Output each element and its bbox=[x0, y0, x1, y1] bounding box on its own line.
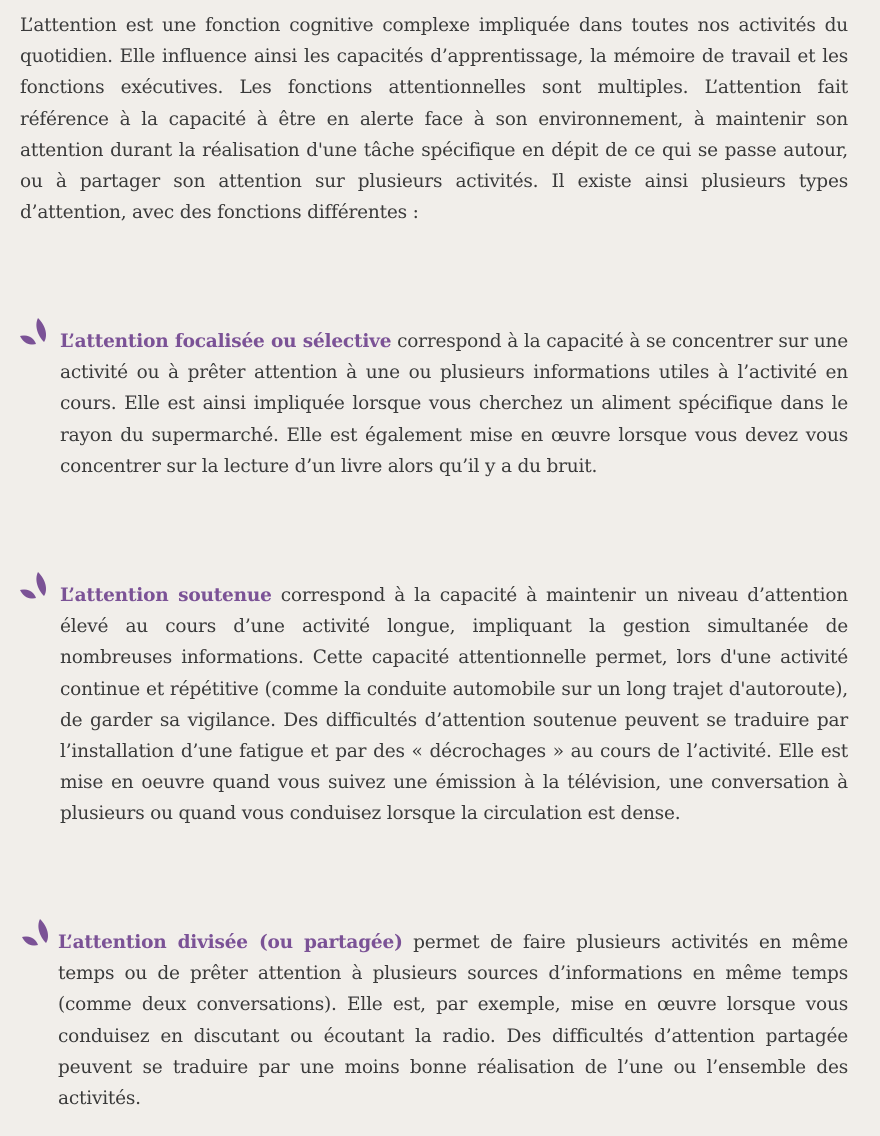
section-sustained-attention bbox=[60, 580, 848, 830]
leaf-icon bbox=[20, 917, 50, 951]
section-focused-attention bbox=[60, 326, 848, 482]
section-title: L’attention soutenue bbox=[60, 585, 272, 606]
section-text: correspond à la capacité à se concentrer sur une activité ou à prêter attention à une ou plusieurs informations utiles à l’activité en cours. Elle est ainsi impliquée lorsque vous cherchez un aliment spécifique dans le rayon du supermarché. Elle est également mise en œuvre lorsque vous devez vous concentrer sur la lecture d’un livre alors qu’il y a du bruit. bbox=[60, 331, 848, 477]
section-text: correspond à la capacité à maintenir un niveau d’attention élevé au cours d’une activité longue, impliquant la gestion simultanée de nombreuses informations. Cette capacité attentionnelle permet, lors d'une activité continue et répétitive (comme la conduite automobile sur un long trajet d'autoroute), de garder sa vigilance. Des difficultés d’attention soutenue peuvent se traduire par l’installation d’une fatigue et par des « décrochages » au cours de l’activité. Elle est mise en oeuvre quand vous suivez une émission à la télévision, une conversation à plusieurs ou quand vous conduisez lorsque la circulation est dense. bbox=[60, 585, 848, 825]
section-divided-attention bbox=[58, 927, 848, 1114]
leaf-icon bbox=[18, 316, 48, 350]
section-title: L’attention focalisée ou sélective bbox=[60, 331, 392, 352]
intro-paragraph: L’attention est une fonction cognitive complexe impliquée dans toutes nos activités du quotidien. Elle influence ainsi les capacités d’apprentissage, la mémoire de travail et les fonctions exécutives. Les fonctions attentionnelles sont multiples. L’attention fait référence à la capacité à être en alerte face à son environnement, à maintenir son attention durant la réalisation d'une tâche spécifique en dépit de ce qui se passe autour, ou à partager son attention sur plusieurs activités. Il existe ainsi plusieurs types d’attention, avec des fonctions différentes : bbox=[20, 15, 848, 224]
section-text: permet de faire plusieurs activités en même temps ou de prêter attention à plusieurs sources d’informations en même temps (comme deux conversations). Elle est, par exemple, mise en œuvre lorsque vous conduisez en discutant ou écoutant la radio. Des difficultés d’attention partagée peuvent se traduire par une moins bonne réalisation de l’une ou l’ensemble des activités. bbox=[58, 932, 848, 1110]
section-title: L’attention divisée (ou partagée) bbox=[58, 932, 403, 953]
leaf-icon bbox=[18, 570, 48, 604]
